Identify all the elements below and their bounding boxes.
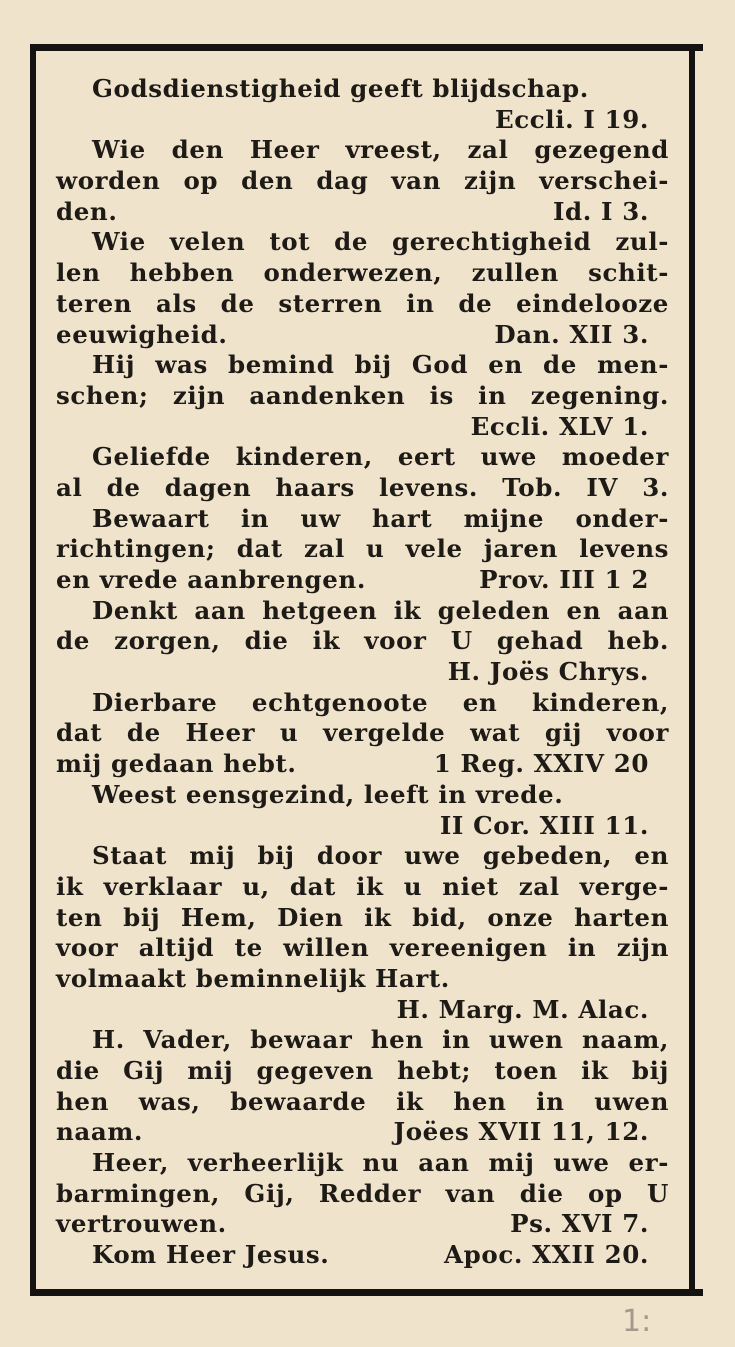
text-line: ik verklaar u, dat ik u niet zal verge- (56, 871, 669, 901)
bottom-border-rule (32, 1289, 703, 1296)
left-border-rule (30, 44, 36, 1296)
text-line: teren als de sterren in de eindelooze (56, 288, 669, 318)
text-line: Bewaart in uw hart mijne onder- (92, 503, 669, 533)
citation: Ps. XVI 7. (510, 1209, 649, 1239)
text-line: Wie velen tot de gerechtigheid zul- (92, 227, 669, 257)
text-line: hen was, bewaarde ik hen in uwen (56, 1086, 669, 1116)
citation: II Cor. XIII 11. (439, 810, 649, 840)
scripture-text (56, 74, 669, 1271)
memorial-card (30, 44, 703, 1296)
top-border-rule (32, 44, 703, 51)
citation: H. Marg. M. Alac. (396, 994, 649, 1024)
text-line: richtingen; dat zal u vele jaren levens (56, 534, 669, 564)
text-line: Dierbare echtgenoote en kinderen, (92, 687, 669, 717)
text-line-with-citation (56, 320, 669, 351)
text-line: ten bij Hem, Dien ik bid, onze harten (56, 902, 669, 932)
text-line: al de dagen haars levens. Tob. IV 3. (56, 472, 669, 502)
text-line: Wie den Heer vreest, zal gezegend (92, 135, 669, 165)
text-line: voor altijd te willen vereenigen in zijn (56, 933, 669, 963)
citation: 1 Reg. XXIV 20 (433, 749, 649, 779)
text-line-with-citation (56, 197, 669, 228)
text-line: Denkt aan hetgeen ik geleden en aan (92, 595, 669, 625)
text-line: len hebben onderwezen, zullen schit- (56, 258, 669, 288)
text-segment: den. (56, 196, 118, 226)
text-line-with-citation (56, 749, 669, 780)
text-line: barmingen, Gij, Redder van die op U (56, 1178, 669, 1208)
text-segment: Kom Heer Jesus. (92, 1240, 330, 1270)
citation: Id. I 3. (552, 196, 649, 226)
text-line: H. Vader, bewaar hen in uwen naam, (92, 1025, 669, 1055)
text-line: Hij was bemind bij God en de men- (92, 350, 669, 380)
text-line-with-citation (56, 1240, 669, 1271)
right-border-rule (689, 44, 695, 1296)
citation: Dan. XII 3. (494, 319, 649, 349)
citation: H. Joës Chrys. (447, 657, 649, 687)
text-line: Godsdienstigheid geeft blijdschap. (92, 74, 589, 103)
citation: Eccli. XLV 1. (470, 411, 649, 441)
text-line-with-citation (56, 565, 669, 596)
text-line-with-citation (56, 1117, 669, 1148)
text-line: schen; zijn aandenken is in zegening. (56, 380, 669, 410)
text-line: dat de Heer u vergelde wat gij voor (56, 718, 669, 748)
pencil-mark: 1: (622, 1304, 652, 1339)
text-segment: mij gedaan hebt. (56, 749, 297, 779)
text-line: Geliefde kinderen, eert uwe moeder (92, 442, 669, 472)
text-line: worden op den dag van zijn verschei- (56, 166, 669, 196)
text-line: de zorgen, die ik voor U gehad heb. (56, 626, 669, 656)
text-line-with-citation (56, 1209, 669, 1240)
citation: Eccli. I 19. (495, 104, 649, 134)
text-line: Staat mij bij door uwe gebeden, en (92, 841, 669, 871)
text-line: volmaakt beminnelijk Hart. (56, 963, 450, 993)
text-segment: en vrede aanbrengen. (56, 565, 366, 594)
text-segment: eeuwigheid. (56, 319, 228, 349)
citation: Apoc. XXII 20. (444, 1240, 649, 1270)
citation: Prov. III 1 2 (479, 565, 649, 594)
text-segment: naam. (56, 1117, 144, 1147)
text-line: Heer, verheerlijk nu aan mij uwe er- (92, 1148, 669, 1178)
text-segment: vertrouwen. (56, 1209, 227, 1239)
text-line: die Gij mij gegeven hebt; toen ik bij (56, 1056, 669, 1085)
citation: Joëes XVII 11, 12. (393, 1117, 649, 1147)
text-line: Weest eensgezind, leeft in vrede. (92, 779, 564, 809)
